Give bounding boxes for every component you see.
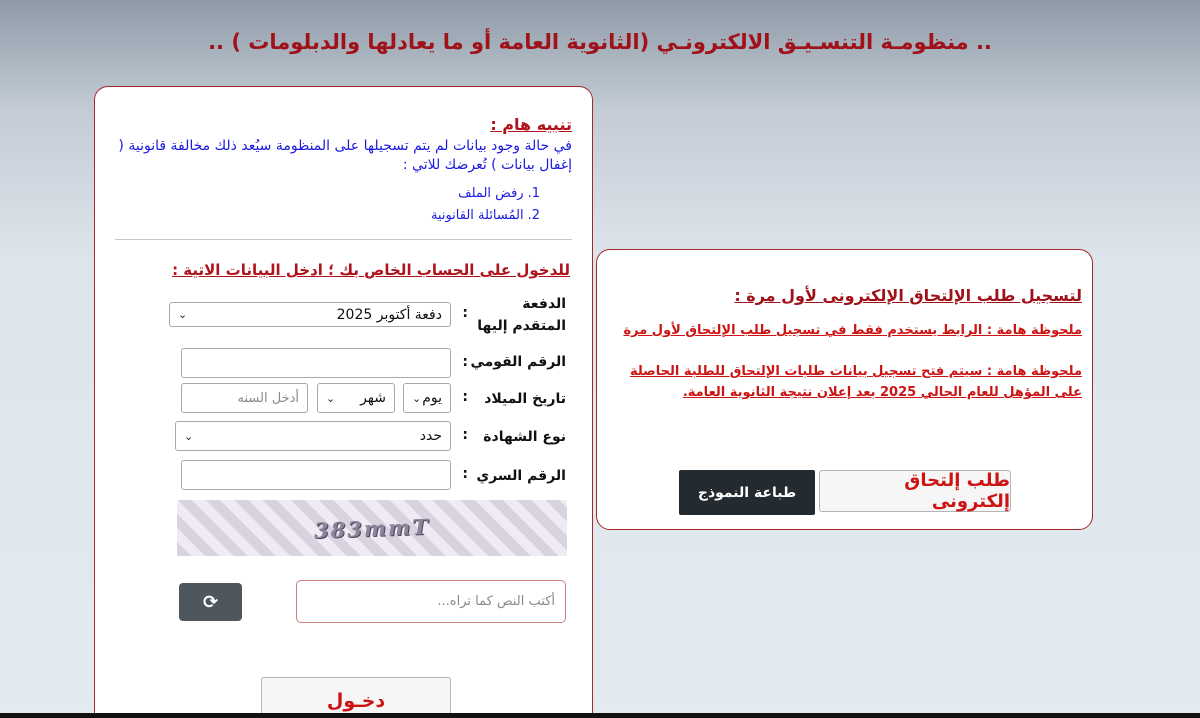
divider — [115, 239, 572, 240]
warning-title: تنبيه هام : — [490, 115, 572, 134]
captcha-input[interactable] — [296, 580, 566, 623]
login-button[interactable]: دخـول — [261, 677, 451, 718]
warning-list-item — [431, 205, 540, 227]
colon: : — [462, 466, 468, 482]
colon: : — [462, 427, 468, 443]
month-select-value: شهر — [360, 390, 386, 406]
cert-type-select-value: حدد — [419, 428, 442, 444]
registration-note-2-line2: على المؤهل للعام الحالي 2025 بعد إعلان نتيجة الثانوية العامة. — [682, 385, 1082, 400]
cert-type-select[interactable] — [175, 421, 451, 451]
batch-label-line1: الدفعة — [522, 296, 566, 312]
captcha-text: 383mmT — [313, 513, 431, 543]
batch-label — [477, 293, 566, 337]
warning-list-item — [431, 183, 540, 205]
national-id-input[interactable] — [181, 348, 451, 378]
chevron-down-icon: ⌄ — [326, 391, 336, 405]
day-select[interactable] — [403, 383, 451, 413]
captcha-input-placeholder: أكتب النص كما تراه... — [437, 594, 555, 609]
warning-item-number: 2. — [527, 208, 540, 223]
chevron-down-icon: ⌄ — [184, 429, 194, 443]
day-select-value: يوم — [422, 390, 442, 406]
registration-title: لتسجيل طلب الإلتحاق الإلكترونى لأول مرة : — [734, 286, 1082, 305]
chevron-down-icon: ⌄ — [412, 391, 422, 405]
colon: : — [462, 389, 468, 405]
warning-text: في حالة وجود بيانات لم يتم تسجيلها على المنظومة سيُعد ذلك مخالفة قانونية ( إغفال بيانات ) تُعرضك للاتي : — [118, 138, 572, 173]
colon: : — [462, 305, 468, 321]
registration-panel — [596, 249, 1093, 530]
warning-item-label: المُسائلة القانونية — [430, 208, 524, 223]
month-select[interactable] — [317, 383, 395, 413]
warning-item-number: 1. — [527, 186, 540, 201]
batch-label-line2: المتقدم إليها — [477, 318, 566, 334]
print-form-button[interactable]: طباعة النموذج — [679, 470, 815, 515]
batch-select[interactable] — [169, 302, 451, 327]
registration-note-2-line1: ملحوظة هامة : سيتم فتح تسجيل بيانات طلبات الإلتحاق للطلبة الحاصلة — [629, 364, 1082, 379]
year-input-placeholder: أدخل السنه — [237, 390, 299, 406]
password-label: الرقم السري — [476, 468, 566, 484]
national-id-label: الرقم القومي — [470, 354, 566, 370]
year-input[interactable] — [181, 383, 308, 413]
colon: : — [462, 354, 468, 370]
cert-type-label: نوع الشهادة — [483, 429, 566, 445]
batch-select-value: دفعة أكتوبر 2025 — [336, 306, 442, 323]
warning-item-label: رفض الملف — [458, 186, 524, 201]
birthdate-label: تاريخ الميلاد — [484, 391, 566, 407]
warning-list — [431, 183, 540, 227]
registration-note-1: ملحوظة هامة : الرابط يستخدم فقط في تسجيل طلب الإلتحاق لأول مرة — [623, 323, 1082, 338]
registration-note-2 — [630, 361, 1082, 403]
refresh-icon: ⟳ — [202, 591, 219, 613]
password-input[interactable] — [181, 460, 451, 490]
login-title: للدخول على الحساب الخاص بك ؛ ادخل البيانات الاتية : — [172, 261, 570, 279]
bottom-bar — [0, 713, 1200, 718]
page-title: .. منظومـة التنسـيـق الالكترونـي (الثانوية العامة أو ما يعادلها والدبلومات ) .. — [208, 30, 992, 54]
apply-online-button[interactable]: طلب إلتحاق إلكترونى — [819, 470, 1011, 512]
chevron-down-icon: ⌄ — [178, 308, 188, 321]
login-panel — [94, 86, 593, 718]
captcha-image — [177, 500, 567, 556]
refresh-captcha-button[interactable] — [179, 583, 242, 621]
